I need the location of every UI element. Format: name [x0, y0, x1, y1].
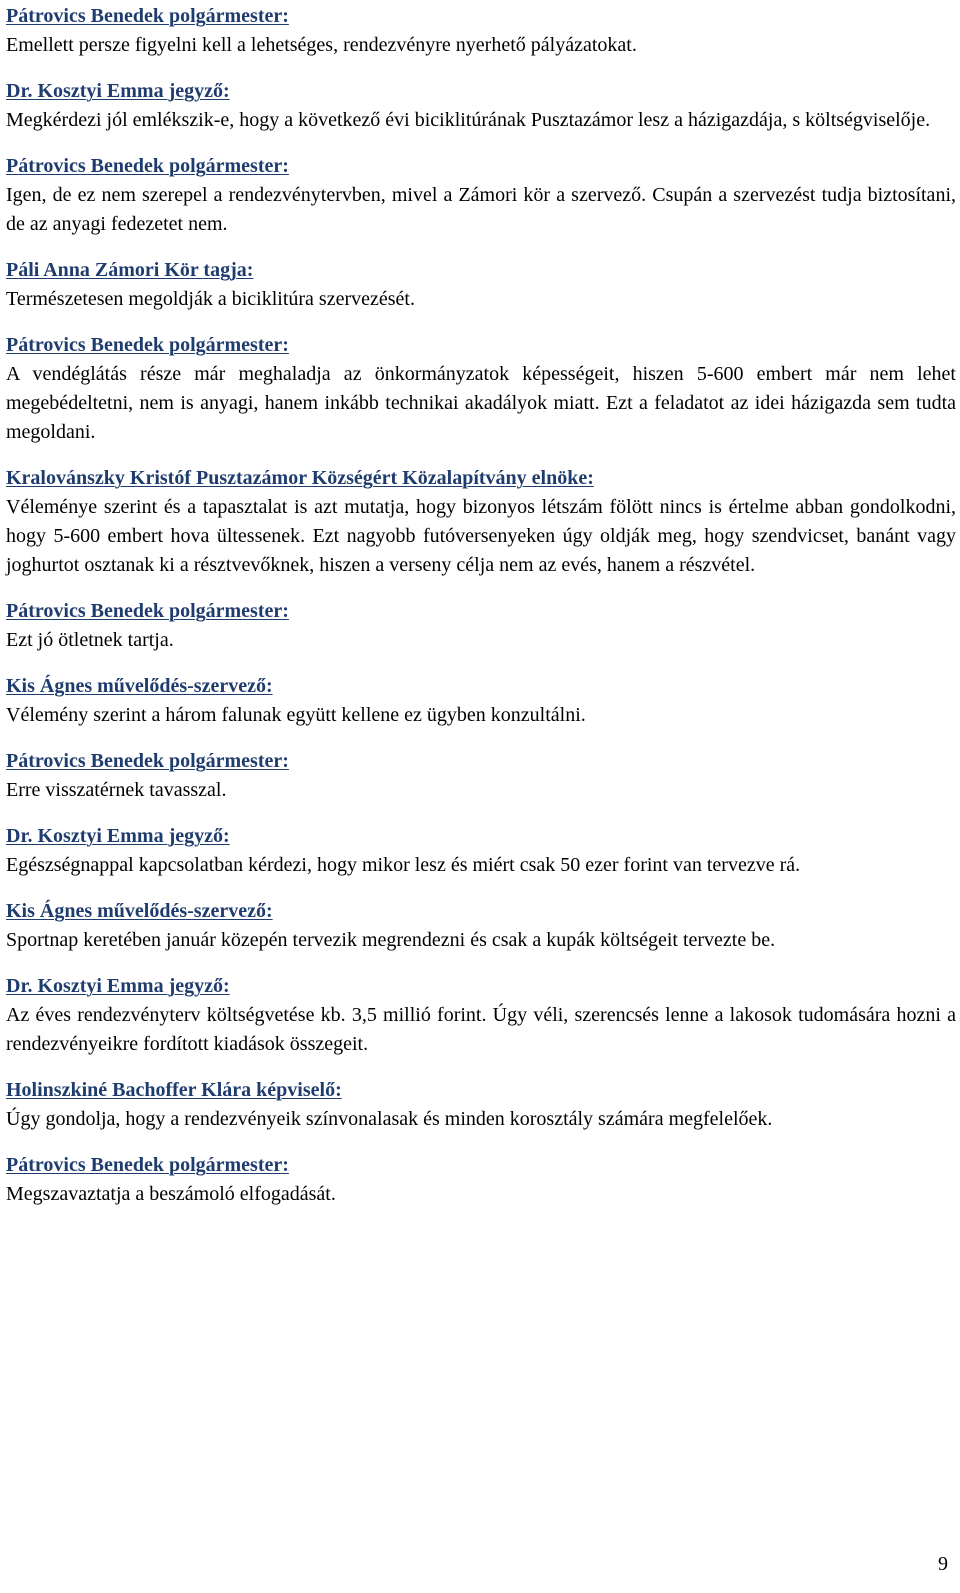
speaker-name: Dr. Kosztyi Emma jegyző:: [6, 80, 230, 102]
speech-text: Vélemény szerint a három falunak együtt kellene ez ügyben konzultálni.: [6, 704, 586, 726]
speech-text: Megszavaztatja a beszámoló elfogadását.: [6, 1183, 336, 1205]
speaker-name: Dr. Kosztyi Emma jegyző:: [6, 975, 230, 997]
speech-text: Úgy gondolja, hogy a rendezvényeik színvonalasak és minden korosztály számára megfelelőek.: [6, 1108, 773, 1130]
speech-text: Emellett persze figyelni kell a lehetséges, rendezvényre nyerhető pályázatokat.: [6, 34, 637, 56]
speaker-name: Pátrovics Benedek polgármester:: [6, 600, 289, 622]
speech-text: Megkérdezi jól emlékszik-e, hogy a következő évi biciklitúrának Pusztazámor lesz a házigazdája, s költségviselője.: [6, 109, 931, 131]
minutes-entry: [6, 77, 956, 135]
minutes-entry: [6, 2, 956, 60]
minutes-entry: [6, 897, 956, 955]
speaker-name: Pátrovics Benedek polgármester:: [6, 1154, 289, 1176]
document-body: [6, 2, 956, 1226]
minutes-entry: [6, 1151, 956, 1209]
speech-text: Véleménye szerint és a tapasztalat is azt mutatja, hogy bizonyos létszám fölött nincs is értelme abban gondolkodni, hogy 5-600 embert hova ültessenek. Ezt nagyobb futóversenyeken úgy oldják meg, hogy szendvicset, banánt vagy joghurtot osztanak ki a résztvevőknek, hiszen a verseny célja nem az evés, hanem a részvétel.: [6, 496, 956, 576]
speaker-name: Pátrovics Benedek polgármester:: [6, 334, 289, 356]
minutes-entry: [6, 972, 956, 1059]
minutes-entry: [6, 747, 956, 805]
speech-text: Ezt jó ötletnek tartja.: [6, 629, 174, 651]
speech-text: Egészségnappal kapcsolatban kérdezi, hogy mikor lesz és miért csak 50 ezer forint van tervezve rá.: [6, 854, 801, 876]
minutes-entry: [6, 1076, 956, 1134]
speech-text: A vendéglátás része már meghaladja az önkormányzatok képességeit, hiszen 5-600 embert már nem lehet megebédeltetni, nem is anyagi, hanem inkább technikai akadályok miatt. Ezt a feladatot az idei házigazda sem tudta megoldani.: [6, 363, 956, 443]
minutes-entry: [6, 256, 956, 314]
speaker-name: Dr. Kosztyi Emma jegyző:: [6, 825, 230, 847]
minutes-entry: [6, 331, 956, 447]
speech-text: Természetesen megoldják a biciklitúra szervezését.: [6, 288, 415, 310]
speaker-name: Kralovánszky Kristóf Pusztazámor Községért Közalapítvány elnöke:: [6, 467, 594, 489]
speech-text: Az éves rendezvényterv költségvetése kb. 3,5 millió forint. Úgy véli, szerencsés lenne a lakosok tudomására hozni a rendezvényeikre fordított kiadások összegeit.: [6, 1004, 956, 1055]
minutes-entry: [6, 152, 956, 239]
speech-text: Erre visszatérnek tavasszal.: [6, 779, 227, 801]
speaker-name: Holinszkiné Bachoffer Klára képviselő:: [6, 1079, 342, 1101]
speaker-name: Kis Ágnes művelődés-szervező:: [6, 675, 273, 697]
speaker-name: Páli Anna Zámori Kör tagja:: [6, 259, 254, 281]
speaker-name: Pátrovics Benedek polgármester:: [6, 750, 289, 772]
speaker-name: Kis Ágnes művelődés-szervező:: [6, 900, 273, 922]
speech-text: Igen, de ez nem szerepel a rendezvénytervben, mivel a Zámori kör a szervező. Csupán a szervezést tudja biztosítani, de az anyagi fedezetet nem.: [6, 184, 956, 235]
minutes-entry: [6, 822, 956, 880]
speaker-name: Pátrovics Benedek polgármester:: [6, 155, 289, 177]
minutes-entry: [6, 597, 956, 655]
minutes-entry: [6, 464, 956, 580]
page-number: 9: [938, 1553, 948, 1575]
speech-text: Sportnap keretében január közepén tervezik megrendezni és csak a kupák költségeit tervezte be.: [6, 929, 776, 951]
minutes-entry: [6, 672, 956, 730]
speaker-name: Pátrovics Benedek polgármester:: [6, 5, 289, 27]
